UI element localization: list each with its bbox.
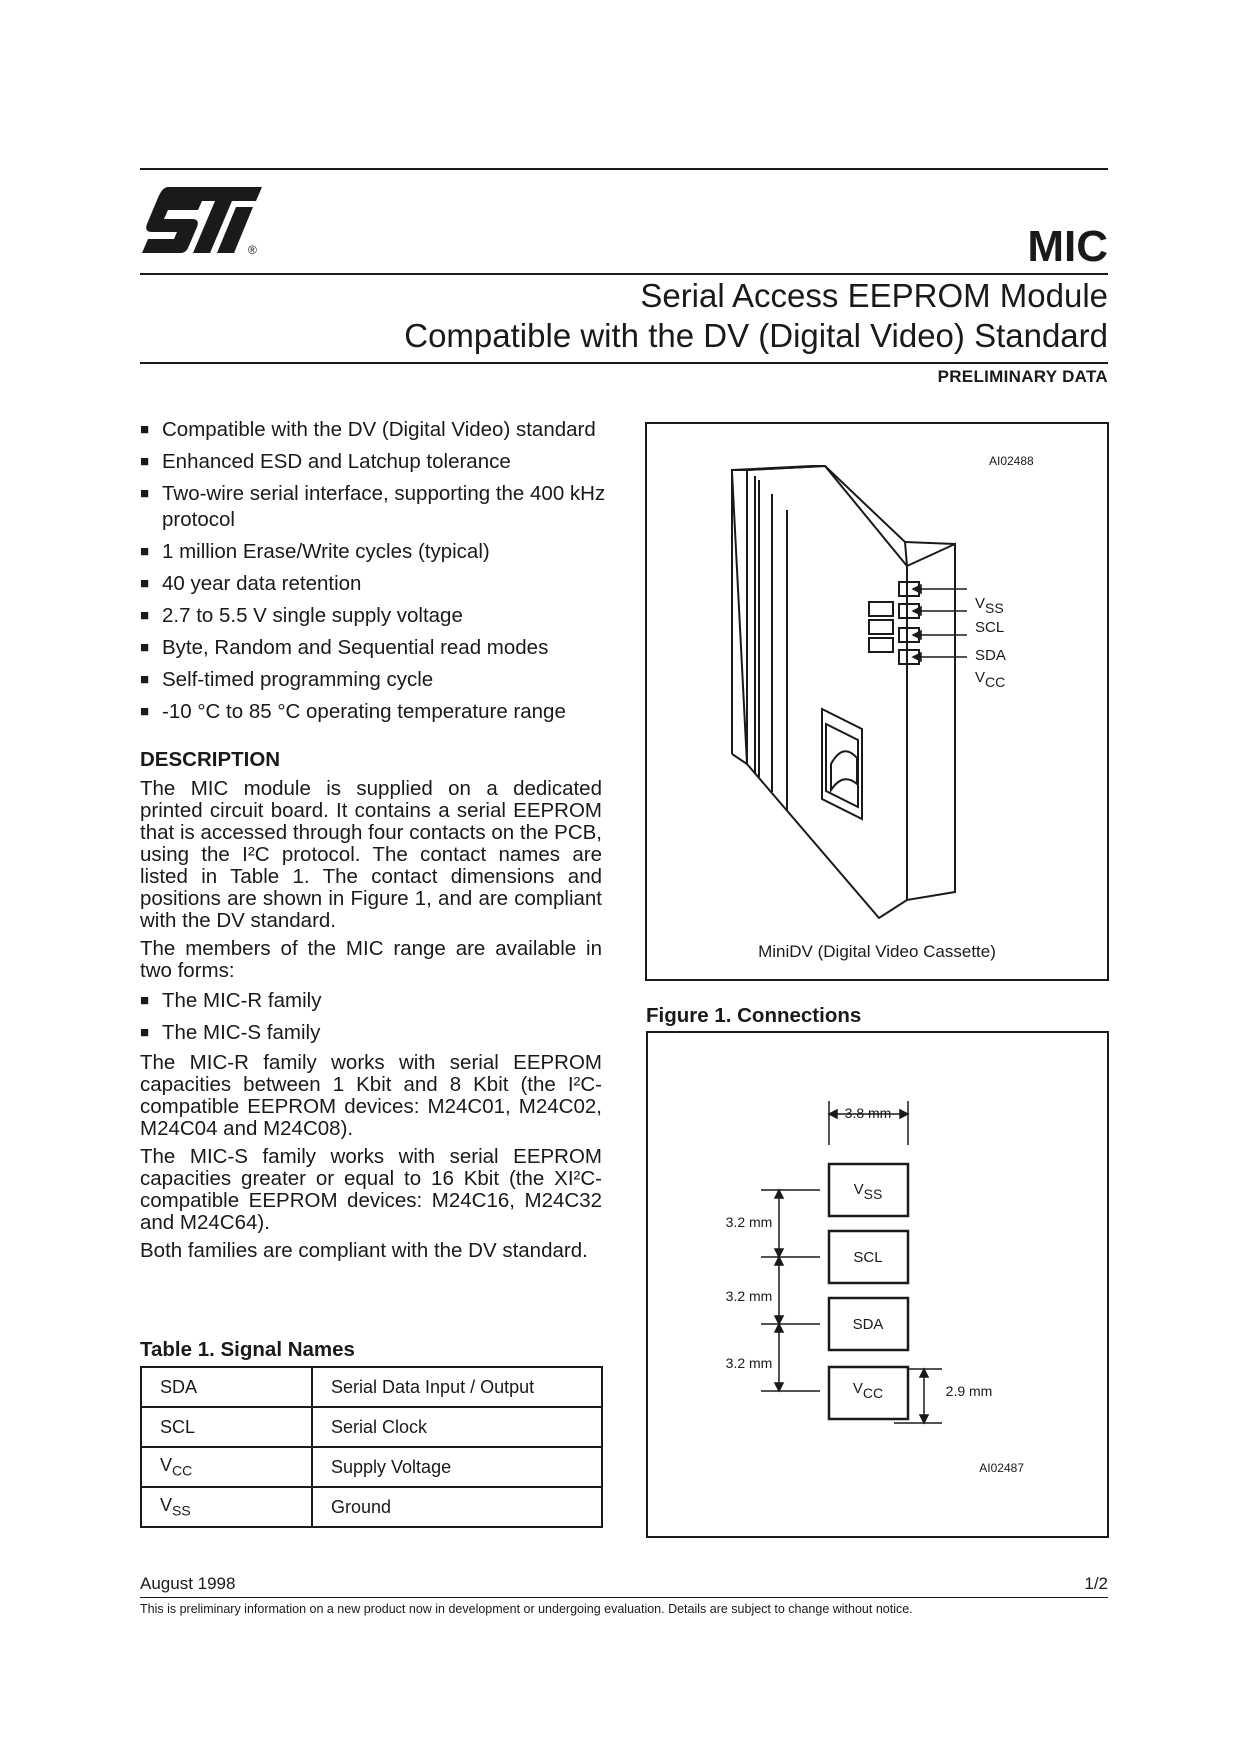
registered-mark: ®: [248, 243, 257, 257]
sda-label: SDA: [975, 647, 1006, 664]
figure-1-title: Figure 1. Connections: [646, 1004, 862, 1027]
figure-1-code: AI02487: [979, 1461, 1024, 1475]
table-cell-pin: [141, 1447, 312, 1487]
table-row: [141, 1407, 602, 1447]
pad-vcc-sub: CC: [862, 1385, 884, 1401]
height-dim-label: 2.9 mm: [945, 1383, 993, 1399]
table-cell-desc: Supply Voltage: [312, 1447, 602, 1487]
table-row: [141, 1367, 602, 1407]
footer-rule: [140, 1597, 1108, 1598]
scl-label: SCL: [975, 619, 1005, 636]
vss-label-sub: SS: [985, 600, 1004, 616]
top-rule: [140, 168, 1108, 170]
description-para-2: The members of the MIC range are available in two forms:: [140, 937, 602, 982]
table-row: [141, 1487, 602, 1527]
feature-list: [140, 417, 610, 731]
vcc-label: [975, 669, 1005, 690]
vcc-label-main: V: [975, 669, 986, 686]
pitch-dim-label: 3.2 mm: [725, 1288, 773, 1304]
pin-main: V: [160, 1495, 173, 1516]
footer-page: 1/2: [1084, 1574, 1108, 1593]
preliminary-label: PRELIMINARY DATA: [937, 367, 1108, 386]
pin-sub: SS: [172, 1502, 191, 1519]
product-name: MIC: [1027, 222, 1108, 271]
family-list: [140, 988, 602, 1046]
feature-item: ■ Compatible with the DV (Digital Video) standard: [140, 417, 610, 443]
table-cell-pin: SDA: [141, 1367, 312, 1407]
family-item: ■ The MIC-S family: [140, 1020, 602, 1046]
pitch-dim-label: 3.2 mm: [725, 1214, 773, 1230]
feature-item: ■ Self-timed programming cycle: [140, 667, 610, 693]
pad-scl-label: SCL: [853, 1249, 883, 1266]
table-cell-pin: SCL: [141, 1407, 312, 1447]
footer-disclaimer: This is preliminary information on a new product now in development or undergoing evaluation. Details are subject to change without notice.: [140, 1602, 913, 1616]
table-cell-desc: Serial Data Input / Output: [312, 1367, 602, 1407]
connections-figure: [646, 1031, 1109, 1538]
feature-item: ■ Two-wire serial interface, supporting the 400 kHz protocol: [140, 481, 610, 533]
table-cell-desc: Serial Clock: [312, 1407, 602, 1447]
table-cell-pin: [141, 1487, 312, 1527]
description-heading: DESCRIPTION: [140, 748, 281, 771]
cassette-drawing: [732, 466, 955, 918]
description-para-5: Both families are compliant with the DV standard.: [140, 1239, 588, 1262]
cassette-code: AI02488: [989, 454, 1034, 468]
feature-item: ■ Byte, Random and Sequential read modes: [140, 635, 610, 661]
description-para-3: The MIC-R family works with serial EEPROM capacities between 1 Kbit and 8 Kbit (the I²C-compatible EEPROM devices: M24C01, M24C02, M24C04 and M24C08).: [140, 1051, 602, 1140]
cassette-caption: MiniDV (Digital Video Cassette): [758, 942, 996, 961]
footer-date: August 1998: [140, 1574, 236, 1593]
vcc-label-sub: CC: [985, 674, 1006, 690]
pad-vss-main: V: [853, 1181, 864, 1198]
contact-leaders: [913, 585, 967, 661]
pin-sub: CC: [172, 1462, 193, 1479]
feature-item: ■ 1 million Erase/Write cycles (typical): [140, 539, 610, 565]
feature-item: ■ -10 °C to 85 °C operating temperature range: [140, 699, 610, 725]
subtitle-rule: [140, 362, 1108, 364]
st-logo: [140, 183, 265, 258]
pad-sda-label: SDA: [852, 1316, 884, 1333]
description-section: [140, 748, 602, 1262]
pad-vcc-main: V: [852, 1380, 863, 1397]
pitch-dim-label: 3.2 mm: [725, 1355, 773, 1371]
title-rule: [140, 273, 1108, 275]
subtitle-line-1: Serial Access EEPROM Module: [640, 277, 1108, 314]
vss-label: [975, 595, 1004, 616]
vss-label-main: V: [975, 595, 986, 612]
subtitle-line-2: Compatible with the DV (Digital Video) Standard: [404, 317, 1108, 354]
feature-item: ■ Enhanced ESD and Latchup tolerance: [140, 449, 610, 475]
signal-names-table: [140, 1366, 603, 1528]
feature-item: ■ 2.7 to 5.5 V single supply voltage: [140, 603, 610, 629]
feature-item: ■ 40 year data retention: [140, 571, 610, 597]
cassette-figure: [645, 422, 1109, 981]
table-title: Table 1. Signal Names: [140, 1338, 355, 1361]
description-para-4: The MIC-S family works with serial EEPROM capacities greater or equal to 16 Kbit (the XI²C-compatible EEPROM devices: M24C16, M24C32 and M24C64).: [140, 1145, 602, 1234]
table-cell-desc: Ground: [312, 1487, 602, 1527]
width-dim-label: 3.8 mm: [844, 1105, 892, 1121]
family-item: ■ The MIC-R family: [140, 988, 602, 1014]
pin-main: V: [160, 1455, 173, 1476]
pad-vss-sub: SS: [863, 1186, 883, 1202]
table-row: [141, 1447, 602, 1487]
description-para-1: The MIC module is supplied on a dedicated printed circuit board. It contains a serial EEPROM that is accessed through four contacts on the PCB, using the I²C protocol. The contact names are listed in Table 1. The contact dimensions and positions are shown in Figure 1, and are compliant with the DV standard.: [140, 777, 602, 932]
